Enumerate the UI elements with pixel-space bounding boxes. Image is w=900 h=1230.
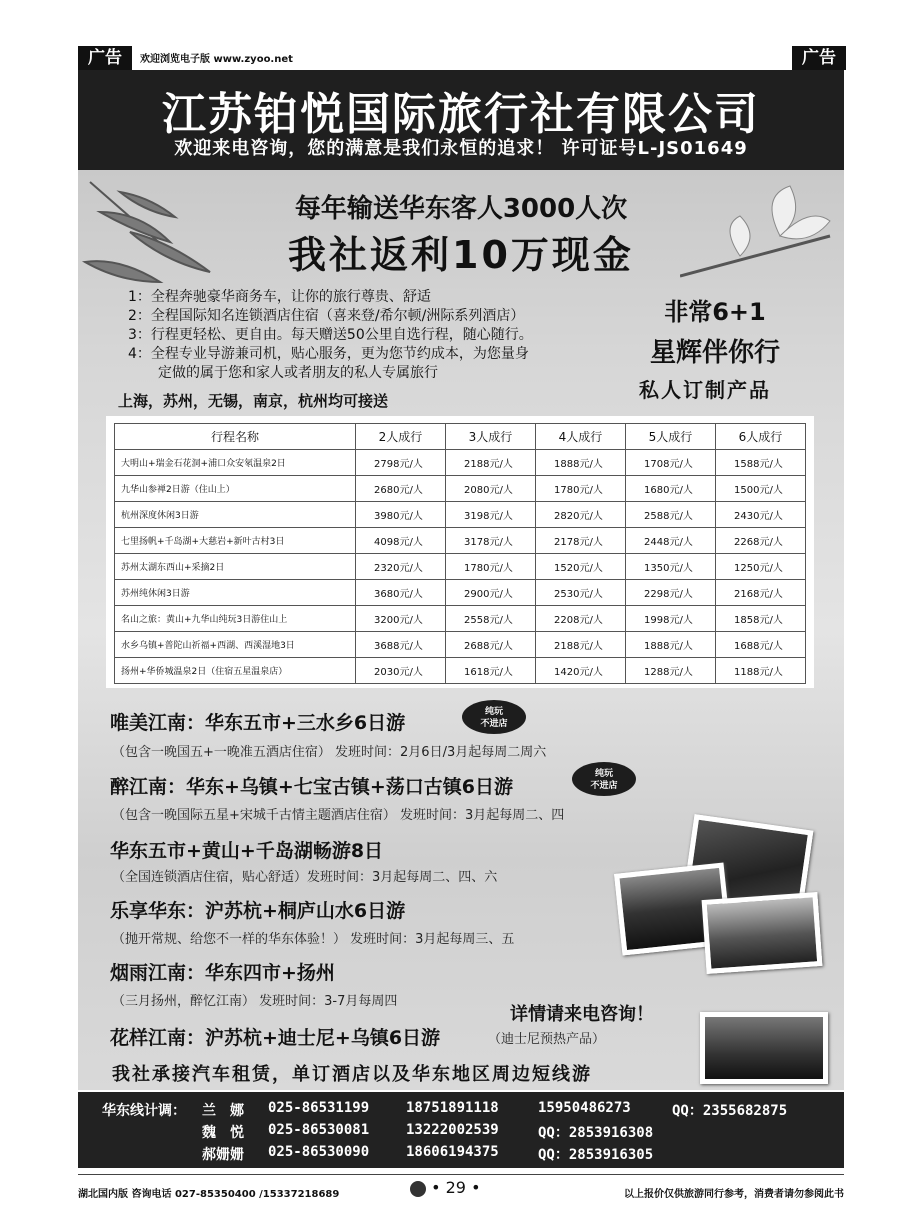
price-cell: 3980元/人 (356, 502, 446, 528)
no-shopping-badge (462, 700, 526, 734)
tour-title: 花样江南：沪苏杭+迪士尼+乌镇6日游 (110, 1027, 441, 1049)
price-cell: 1780元/人 (536, 476, 626, 502)
contact-name: 魏 悦 (202, 1125, 244, 1141)
promo-cashback: 我社返利10万现金 (288, 233, 634, 277)
feature-item: 4：全程专业导游兼司机，贴心服务，更为您节约成本，为您量身 (128, 346, 529, 362)
route-name-cell: 九华山参禅2日游（住山上） (115, 476, 356, 502)
feature-item: 3：行程更轻松、更自由。每天赠送50公里自选行程，随心随行。 (128, 327, 533, 343)
consult-callout: 详情请来电咨询！ (510, 1004, 654, 1025)
table-row (115, 450, 806, 476)
price-cell: 3198元/人 (446, 502, 536, 528)
price-cell: 2298元/人 (626, 580, 716, 606)
price-cell: 3688元/人 (356, 632, 446, 658)
price-table (114, 423, 806, 684)
table-row (115, 632, 806, 658)
company-name: 江苏铂悦国际旅行社有限公司 (162, 89, 760, 140)
tour-title: 乐享华东：沪苏杭+桐庐山水6日游 (110, 900, 406, 922)
side-product-tag: 私人订制产品 (639, 378, 771, 402)
no-shopping-badge (572, 762, 636, 796)
page-number-label: • 29 • (431, 1178, 481, 1197)
price-cell: 1888元/人 (626, 632, 716, 658)
price-cell: 2208元/人 (536, 606, 626, 632)
price-cell: 2168元/人 (716, 580, 806, 606)
price-cell: 2448元/人 (626, 528, 716, 554)
price-cell: 1420元/人 (536, 658, 626, 684)
price-cell: 1708元/人 (626, 450, 716, 476)
contact-mobile[interactable]: 18751891118 (406, 1100, 499, 1116)
column-header: 3人成行 (446, 424, 536, 450)
route-name-cell: 杭州深度休闲3日游 (115, 502, 356, 528)
column-header: 2人成行 (356, 424, 446, 450)
footer-disclaimer: 以上报价仅供旅游同行参考，消费者请勿参阅此书 (624, 1189, 844, 1200)
price-cell: 2080元/人 (446, 476, 536, 502)
ad-tag-right: 广告 (792, 46, 846, 70)
contact-mobile[interactable]: 18606194375 (406, 1144, 499, 1160)
side-title: 非常6+1 (664, 298, 766, 326)
table-row (115, 476, 806, 502)
side-subtitle: 星辉伴你行 (649, 338, 780, 368)
feature-item: 定做的属于您和家人或者朋友的私人专属旅行 (158, 365, 438, 381)
price-cell: 1618元/人 (446, 658, 536, 684)
price-cell: 3178元/人 (446, 528, 536, 554)
price-cell: 1688元/人 (716, 632, 806, 658)
price-cell: 2588元/人 (626, 502, 716, 528)
contact-qq[interactable]: QQ：2853916308 (538, 1125, 654, 1141)
tour-title: 烟雨江南：华东四市+扬州 (110, 962, 335, 984)
price-cell: 2030元/人 (356, 658, 446, 684)
price-cell: 2320元/人 (356, 554, 446, 580)
route-name-cell: 大明山+瑞金石花洞+浦口众安氡温泉2日 (115, 450, 356, 476)
contact-phone[interactable]: 025-86530090 (268, 1144, 370, 1160)
price-cell: 1250元/人 (716, 554, 806, 580)
tour-detail: （包含一晚国五+一晚准五酒店住宿） 发班时间：2月6日/3月起每周二周六 (112, 745, 547, 760)
feature-item: 1：全程奔驰豪华商务车，让你的旅行尊贵、舒适 (128, 289, 431, 305)
contact-phone[interactable]: 025-86531199 (268, 1100, 370, 1116)
contact-label: 华东线计调： (102, 1103, 186, 1119)
table-header-row (115, 424, 806, 450)
route-name-cell: 苏州太湖东西山+采摘2日 (115, 554, 356, 580)
tour-detail: （迪士尼预热产品） (488, 1032, 606, 1047)
site-url[interactable]: 欢迎浏览电子版 www.zyoo.net (140, 54, 293, 65)
price-cell: 2820元/人 (536, 502, 626, 528)
feature-item: 2：全程国际知名连锁酒店住宿（喜来登/希尔顿/洲际系列酒店） (128, 308, 525, 324)
price-cell: 2558元/人 (446, 606, 536, 632)
price-cell: 1188元/人 (716, 658, 806, 684)
price-cell: 2268元/人 (716, 528, 806, 554)
badge-line: 纯玩 (594, 769, 613, 779)
footer-hotline: 湖北国内版 咨询电话 027-85350400 /15337218689 (78, 1189, 340, 1200)
table-row (115, 580, 806, 606)
feature-list (128, 288, 533, 383)
route-name-cell: 苏州纯休闲3日游 (115, 580, 356, 606)
tour-detail: （抛开常规、给您不一样的华东体验！） 发班时间：3月起每周三、五 (112, 932, 515, 947)
footer-divider (78, 1174, 844, 1175)
promo-headline: 每年输送华东客人3000人次 (294, 194, 628, 224)
price-cell: 4098元/人 (356, 528, 446, 554)
price-cell: 2188元/人 (446, 450, 536, 476)
badge-line: 不进店 (480, 719, 508, 729)
price-cell: 2900元/人 (446, 580, 536, 606)
price-cell: 3680元/人 (356, 580, 446, 606)
price-cell: 2688元/人 (446, 632, 536, 658)
contact-bar (78, 1092, 844, 1168)
table-row (115, 606, 806, 632)
column-header: 行程名称 (115, 424, 356, 450)
header-slogan: 欢迎来电咨询，您的满意是我们永恒的追求！ 许可证号L-JS01649 (174, 138, 748, 159)
pickup-cities: 上海，苏州，无锡，南京，杭州均可接送 (118, 392, 389, 410)
tour-detail: （三月扬州，醉忆江南） 发班时间：3-7月每周四 (112, 994, 398, 1009)
logo-icon (410, 1181, 426, 1197)
tour-title: 醉江南：华东+乌镇+七宝古镇+荡口古镇6日游 (110, 776, 513, 798)
column-header: 4人成行 (536, 424, 626, 450)
column-header: 5人成行 (626, 424, 716, 450)
price-cell: 1350元/人 (626, 554, 716, 580)
price-cell: 1888元/人 (536, 450, 626, 476)
price-cell: 1588元/人 (716, 450, 806, 476)
price-cell: 1288元/人 (626, 658, 716, 684)
contact-mobile[interactable]: 13222002539 (406, 1122, 499, 1138)
price-cell: 2530元/人 (536, 580, 626, 606)
contact-qq[interactable]: QQ：2355682875 (672, 1103, 788, 1119)
contact-phone[interactable]: 025-86530081 (268, 1122, 370, 1138)
watertown-photo (702, 892, 823, 974)
route-name-cell: 水乡乌镇+普陀山祈福+西湖、西溪湿地3日 (115, 632, 356, 658)
price-cell: 2188元/人 (536, 632, 626, 658)
table-row (115, 658, 806, 684)
badge-line: 不进店 (590, 781, 618, 791)
price-cell: 1680元/人 (626, 476, 716, 502)
column-header: 6人成行 (716, 424, 806, 450)
route-name-cell: 七里扬帆+千岛湖+大慈岩+新叶古村3日 (115, 528, 356, 554)
rental-service: 我社承接汽车租赁，单订酒店以及华东地区周边短线游 (112, 1064, 592, 1085)
van-photo (700, 1012, 828, 1084)
table-row (115, 554, 806, 580)
table-row (115, 502, 806, 528)
price-cell: 1780元/人 (446, 554, 536, 580)
badge-line: 纯玩 (484, 707, 503, 717)
price-cell: 1520元/人 (536, 554, 626, 580)
price-cell: 1500元/人 (716, 476, 806, 502)
price-cell: 2178元/人 (536, 528, 626, 554)
price-cell: 2680元/人 (356, 476, 446, 502)
price-cell: 1858元/人 (716, 606, 806, 632)
price-cell: 2430元/人 (716, 502, 806, 528)
price-cell: 1998元/人 (626, 606, 716, 632)
tour-title: 华东五市+黄山+千岛湖畅游8日 (110, 840, 384, 862)
route-name-cell: 扬州+华侨城温泉2日（住宿五星温泉店） (115, 658, 356, 684)
price-cell: 2798元/人 (356, 450, 446, 476)
contact-mobile[interactable]: 15950486273 (538, 1100, 631, 1116)
contact-name: 郝姗姗 (202, 1147, 244, 1163)
tour-title: 唯美江南：华东五市+三水乡6日游 (110, 712, 406, 734)
page-number (410, 1178, 481, 1197)
contact-name: 兰 娜 (202, 1103, 244, 1119)
price-cell: 3200元/人 (356, 606, 446, 632)
ad-tag-left: 广告 (78, 46, 132, 70)
route-name-cell: 名山之旅：黄山+九华山纯玩3日游住山上 (115, 606, 356, 632)
contact-qq[interactable]: QQ：2853916305 (538, 1147, 654, 1163)
table-row (115, 528, 806, 554)
tour-detail: （全国连锁酒店住宿，贴心舒适）发班时间：3月起每周二、四、六 (112, 870, 498, 885)
tour-detail: （包含一晚国际五星+宋城千古情主题酒店住宿） 发班时间：3月起每周二、四 (112, 808, 565, 823)
price-table-body (115, 450, 806, 684)
